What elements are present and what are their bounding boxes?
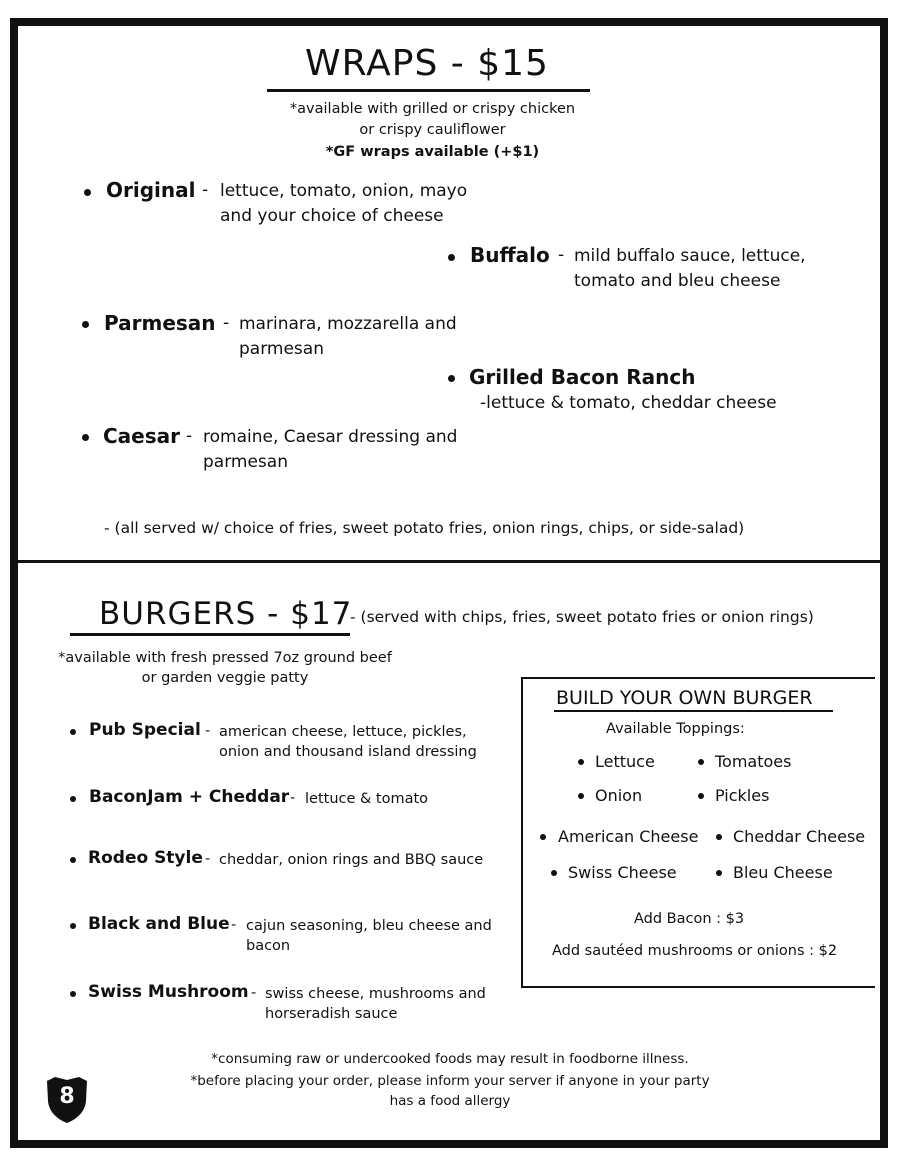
wrap-dash: - (202, 180, 209, 200)
bullet-icon (84, 189, 91, 196)
bullet-icon (578, 793, 584, 799)
footer-warning: *consuming raw or undercooked foods may result in foodborne illness. (211, 1051, 689, 1067)
wrap-desc: mild buffalo sauce, lettuce, (574, 246, 806, 266)
burger-desc: cajun seasoning, bleu cheese and (246, 918, 492, 934)
bullet-icon (698, 793, 704, 799)
bullet-icon (82, 434, 89, 441)
burger-name-pub-special: Pub Special (89, 720, 201, 740)
wrap-desc: and your choice of cheese (220, 206, 444, 226)
bullet-icon (70, 923, 76, 929)
section-divider (18, 560, 880, 563)
byo-title: BUILD YOUR OWN BURGER (556, 687, 813, 709)
burger-name-swiss-mushroom: Swiss Mushroom (88, 982, 249, 1002)
bullet-icon (448, 375, 455, 382)
wrap-dash: - (186, 426, 193, 446)
footer-allergy-2: has a food allergy (389, 1093, 511, 1109)
bullet-icon (551, 870, 557, 876)
wrap-name-buffalo: Buffalo (470, 243, 550, 267)
burger-desc: swiss cheese, mushrooms and (265, 986, 486, 1002)
byo-add-mushrooms: Add sautéed mushrooms or onions : $2 (552, 943, 838, 959)
wraps-title-underline (267, 89, 590, 92)
topping-item: American Cheese (558, 827, 699, 846)
bullet-icon (578, 759, 584, 765)
bullet-icon (70, 857, 76, 863)
topping-item: Pickles (715, 786, 770, 805)
topping-item: Swiss Cheese (568, 863, 677, 882)
burger-dash: - (205, 723, 211, 739)
topping-item: Cheddar Cheese (733, 827, 866, 846)
burger-dash: - (205, 851, 211, 867)
burger-dash: - (290, 790, 296, 806)
wraps-note-2: or crispy cauliflower (359, 122, 506, 138)
burgers-title: BURGERS - $17 (99, 596, 353, 632)
bullet-icon (448, 254, 455, 261)
bullet-icon (70, 991, 76, 997)
wrap-desc: -lettuce & tomato, cheddar cheese (480, 393, 777, 413)
burger-desc: onion and thousand island dressing (219, 744, 477, 760)
topping-item: Lettuce (595, 752, 655, 771)
burger-name-baconjam-cheddar: BaconJam + Cheddar (89, 787, 290, 807)
wrap-desc: tomato and bleu cheese (574, 271, 781, 291)
burger-dash: - (251, 985, 257, 1001)
wrap-dash: - (558, 245, 565, 265)
byo-add-bacon: Add Bacon : $3 (634, 911, 745, 927)
burger-desc: cheddar, onion rings and BBQ sauce (219, 852, 484, 868)
burger-desc: american cheese, lettuce, pickles, (219, 724, 467, 740)
topping-item: Bleu Cheese (733, 863, 833, 882)
topping-item: Tomatoes (715, 752, 792, 771)
burgers-served-note: - (served with chips, fries, sweet potato fries or onion rings) (350, 608, 814, 626)
wrap-desc: marinara, mozzarella and (239, 314, 457, 334)
wraps-title: WRAPS - $15 (305, 43, 549, 84)
burgers-note-1: *available with fresh pressed 7oz ground beef (58, 650, 392, 666)
route-8-logo (43, 1075, 91, 1125)
wrap-desc: parmesan (239, 339, 324, 359)
bullet-icon (716, 834, 722, 840)
footer-allergy-1: *before placing your order, please inform your server if anyone in your party (190, 1073, 710, 1089)
wraps-sides-note: - (all served w/ choice of fries, sweet potato fries, onion rings, chips, or side-salad) (104, 519, 745, 537)
burger-dash: - (231, 917, 237, 933)
bullet-icon (698, 759, 704, 765)
wrap-desc: parmesan (203, 452, 288, 472)
wrap-name-caesar: Caesar (103, 424, 181, 448)
wrap-name-grilled-bacon-ranch: Grilled Bacon Ranch (469, 365, 696, 389)
wrap-dash: - (223, 313, 230, 333)
wrap-desc: romaine, Caesar dressing and (203, 427, 458, 447)
byo-subtitle: Available Toppings: (606, 721, 745, 737)
topping-item: Onion (595, 786, 643, 805)
wrap-name-original: Original (106, 178, 196, 202)
wrap-name-parmesan: Parmesan (104, 311, 216, 335)
burgers-note-2: or garden veggie patty (141, 670, 309, 686)
burger-name-black-and-blue: Black and Blue (88, 914, 230, 934)
burger-desc: lettuce & tomato (305, 791, 429, 807)
burgers-title-underline (70, 633, 350, 636)
burger-desc: horseradish sauce (265, 1006, 398, 1022)
wraps-note-1: *available with grilled or crispy chicken (289, 101, 576, 117)
bullet-icon (70, 796, 76, 802)
wrap-desc: lettuce, tomato, onion, mayo (220, 181, 468, 201)
burger-name-rodeo-style: Rodeo Style (88, 848, 203, 868)
byo-title-underline (554, 710, 833, 712)
bullet-icon (70, 729, 76, 735)
bullet-icon (82, 321, 89, 328)
bullet-icon (540, 834, 546, 840)
burger-desc: bacon (246, 938, 291, 954)
bullet-icon (716, 870, 722, 876)
wraps-gf-note: *GF wraps available (+$1) (325, 144, 540, 160)
logo-number: 8 (59, 1084, 75, 1109)
